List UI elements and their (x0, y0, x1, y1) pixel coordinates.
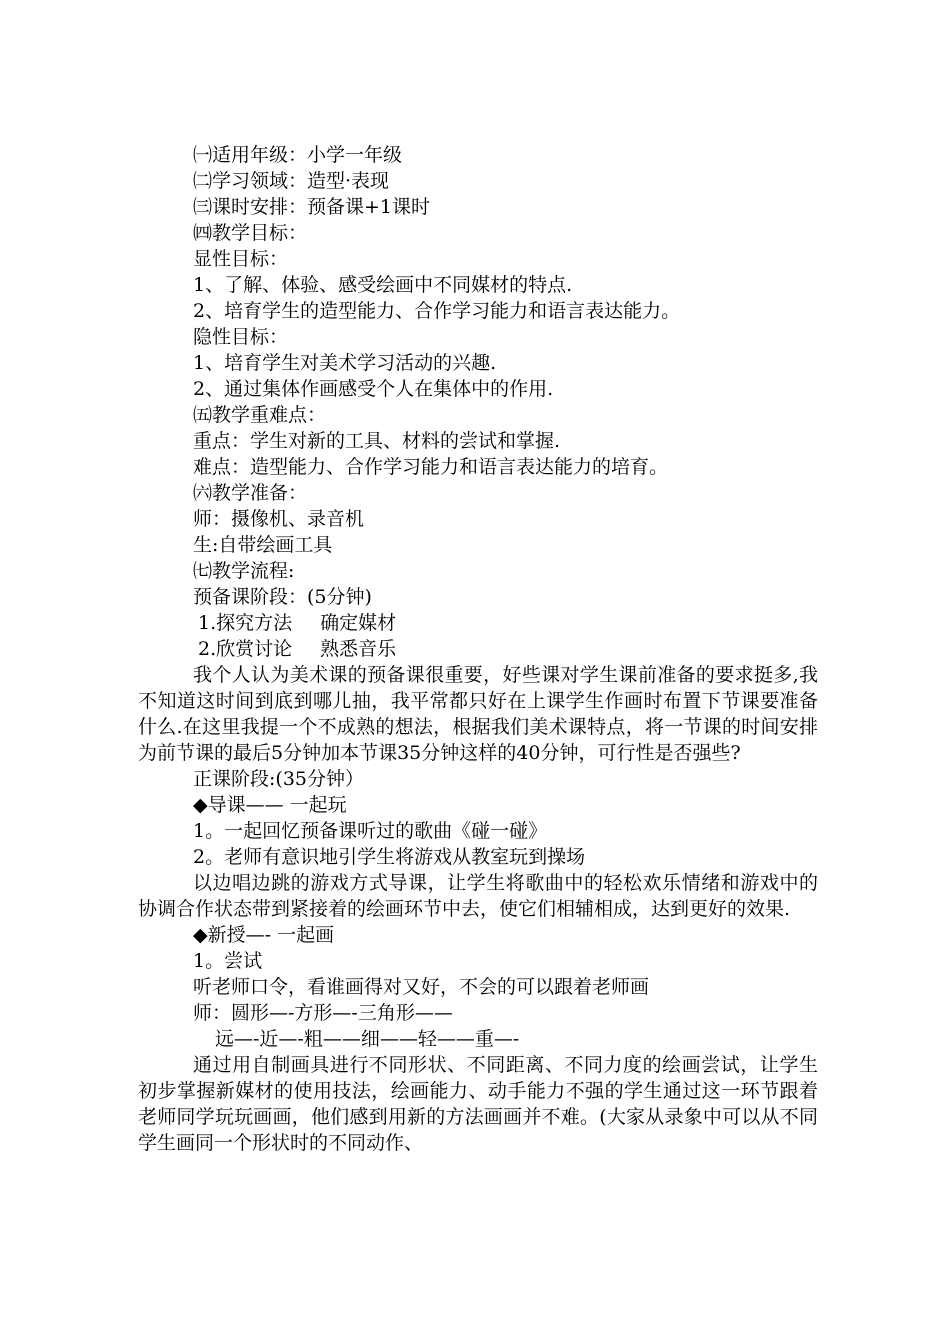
intro-heading: ◆导课—— 一起玩 (193, 794, 347, 816)
paragraph-intro-comment: 以边唱边跳的游戏方式导课，让学生将歌曲中的轻松欢乐情绪和游戏中的协调合作状态带到紧接着的绘画环节中去，使它们相辅相成，达到更好的效果. (138, 872, 818, 920)
paragraph-prep-comment: 我个人认为美术课的预备课很重要，好些课对学生课前准备的要求挺多,我不知道这时间到底到哪儿抽，我平常都只好在上课学生作画时布置下节课要准备什么.在这里我提一个不成熟的想法，根据我们美术课特点，将一节课的时间安排为前节课的最后5分钟加本节课35分钟这样的40分钟，可行性是否强些? (138, 664, 818, 764)
try-heading: 1。尝试 (193, 950, 263, 972)
prep-student: 生:自带绘画工具 (193, 534, 333, 556)
prep-item-2-discuss: 2.欣赏讨论 (198, 638, 293, 660)
try-description: 听老师口令，看谁画得对又好，不会的可以跟着老师画 (193, 976, 650, 998)
prep-stage: 预备课阶段：(5分钟) (193, 586, 372, 608)
prep-item-1-method: 1.探究方法 (198, 612, 293, 634)
new-heading: ◆新授—- 一起画 (193, 924, 335, 946)
explicit-heading: 显性目标： (193, 248, 289, 270)
intro-item-1: 1。一起回忆预备课听过的歌曲《碰一碰》 (193, 820, 548, 842)
paragraph-try-comment: 通过用自制画具进行不同形状、不同距离、不同力度的绘画尝试，让学生初步掌握新媒材的使用技法，绘画能力、动手能力不强的学生通过这一环节跟着老师同学玩玩画画，他们感到用新的方法画画并不难。(大家从录象中可以从不同学生画同一个形状时的不同动作、 (138, 1054, 818, 1154)
key-heading: ㈤教学重难点： (193, 404, 327, 426)
implicit-heading: 隐性目标： (193, 326, 289, 348)
grade-line: ㈠适用年级：小学一年级 (193, 144, 403, 166)
schedule-line: ㈢课时安排：预备课+1课时 (193, 196, 431, 218)
prep-teacher: 师：摄像机、录音机 (193, 508, 365, 530)
document-body (138, 142, 818, 1156)
prep-heading: ㈥教学准备： (193, 482, 308, 504)
field-line: ㈡学习领域：造型·表现 (193, 170, 390, 192)
process-heading: ㈦教学流程: (193, 560, 295, 582)
explicit-item-1: 1、了解、体验、感受绘画中不同媒材的特点. (193, 274, 573, 296)
implicit-item-1: 1、培育学生对美术学习活动的兴趣. (193, 352, 497, 374)
prep-item-2-music: 熟悉音乐 (320, 638, 397, 660)
objectives-heading: ㈣教学目标： (193, 222, 308, 244)
main-stage: 正课阶段:(35分钟） (193, 768, 364, 790)
try-qualities: 远—-近—-粗——细——轻——重—- (215, 1028, 520, 1050)
prep-item-1-media: 确定媒材 (320, 612, 397, 634)
implicit-item-2: 2、通过集体作画感受个人在集体中的作用. (193, 378, 554, 400)
explicit-item-2: 2、培育学生的造型能力、合作学习能力和语言表达能力。 (193, 300, 681, 322)
intro-item-2: 2。老师有意识地引学生将游戏从教室玩到操场 (193, 846, 586, 868)
key-point: 重点：学生对新的工具、材料的尝试和掌握. (193, 430, 561, 452)
difficult-point: 难点：造型能力、合作学习能力和语言表达能力的培育。 (193, 456, 669, 478)
try-shapes: 师：圆形—-方形—-三角形—— (193, 1002, 453, 1024)
prep-item-2 (138, 636, 818, 662)
prep-item-1 (138, 610, 818, 636)
